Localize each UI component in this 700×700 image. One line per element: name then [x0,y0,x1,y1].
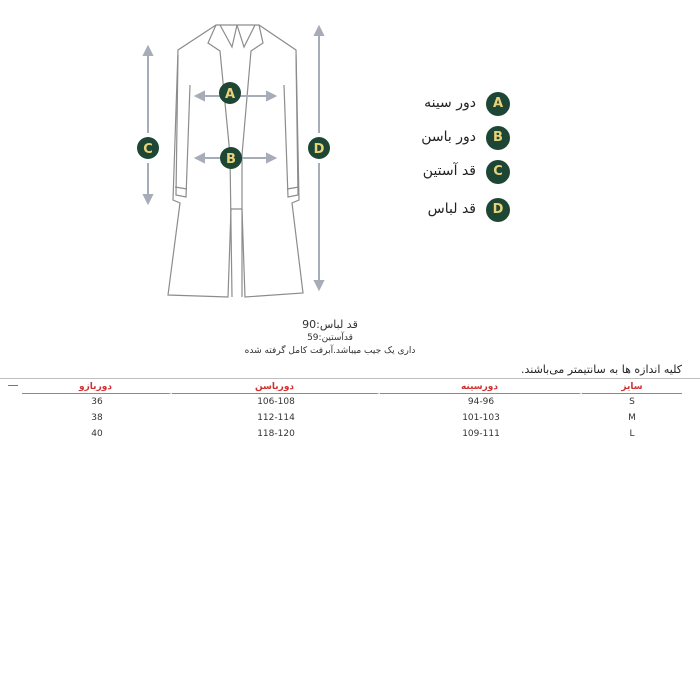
coat-illustration [120,15,350,305]
badge-a [219,82,241,104]
table-cell: 94-96 [467,397,495,407]
badge-d [308,137,330,159]
badge-c [137,137,159,159]
legend-badge: B [486,126,510,150]
legend-item-length [390,198,510,224]
legend-label: قد آستین [422,163,476,179]
legend-badge: C [486,160,510,184]
header-chest: دورسینه [380,380,582,394]
table-row [22,410,682,426]
note-description: داری یک جیب میباشد.آبرفت کامل گرفته شده [244,346,416,356]
svg-text:B: B [226,152,236,167]
table-cell: M [628,413,636,423]
table-cell: 109-111 [462,429,500,439]
svg-text:D: D [313,142,325,157]
table-header-row [22,380,682,394]
header-arm: دوربازو [22,380,172,394]
table-cell: S [629,397,635,407]
table-cell: 40 [91,429,103,439]
table-row [22,426,682,442]
note-sleeve: قدآستین:59 [307,333,353,343]
divider [8,385,18,386]
size-table [22,380,682,442]
units-caption: کلیه اندازه ها به سانتیمتر می‌باشند. [520,363,682,376]
divider [0,378,700,379]
legend-item-hip [390,126,510,152]
legend-item-sleeve [390,160,510,186]
badge-b [220,147,242,169]
table-cell: 36 [91,397,103,407]
garment-diagram [120,15,350,305]
table-cell: L [629,429,635,439]
legend-badge: A [486,92,510,116]
svg-text:C: C [143,142,153,157]
legend-label: دور سینه [424,95,476,111]
legend-label: دور باسن [421,129,476,145]
table-cell: 118-120 [257,429,295,439]
legend-badge: D [486,198,510,222]
svg-text:A: A [224,87,236,102]
table-cell: 112-114 [257,413,295,423]
table-row [22,394,682,410]
table-cell: 101-103 [462,413,500,423]
note-length: قد لباس:90 [302,318,358,331]
table-cell: 38 [91,413,103,423]
header-hip: دورباسن [172,380,380,394]
product-notes [230,317,430,358]
legend-label: قد لباس [427,201,476,217]
header-size: سایز [582,380,682,394]
legend-item-chest [390,92,510,118]
table-cell: 106-108 [257,397,295,407]
